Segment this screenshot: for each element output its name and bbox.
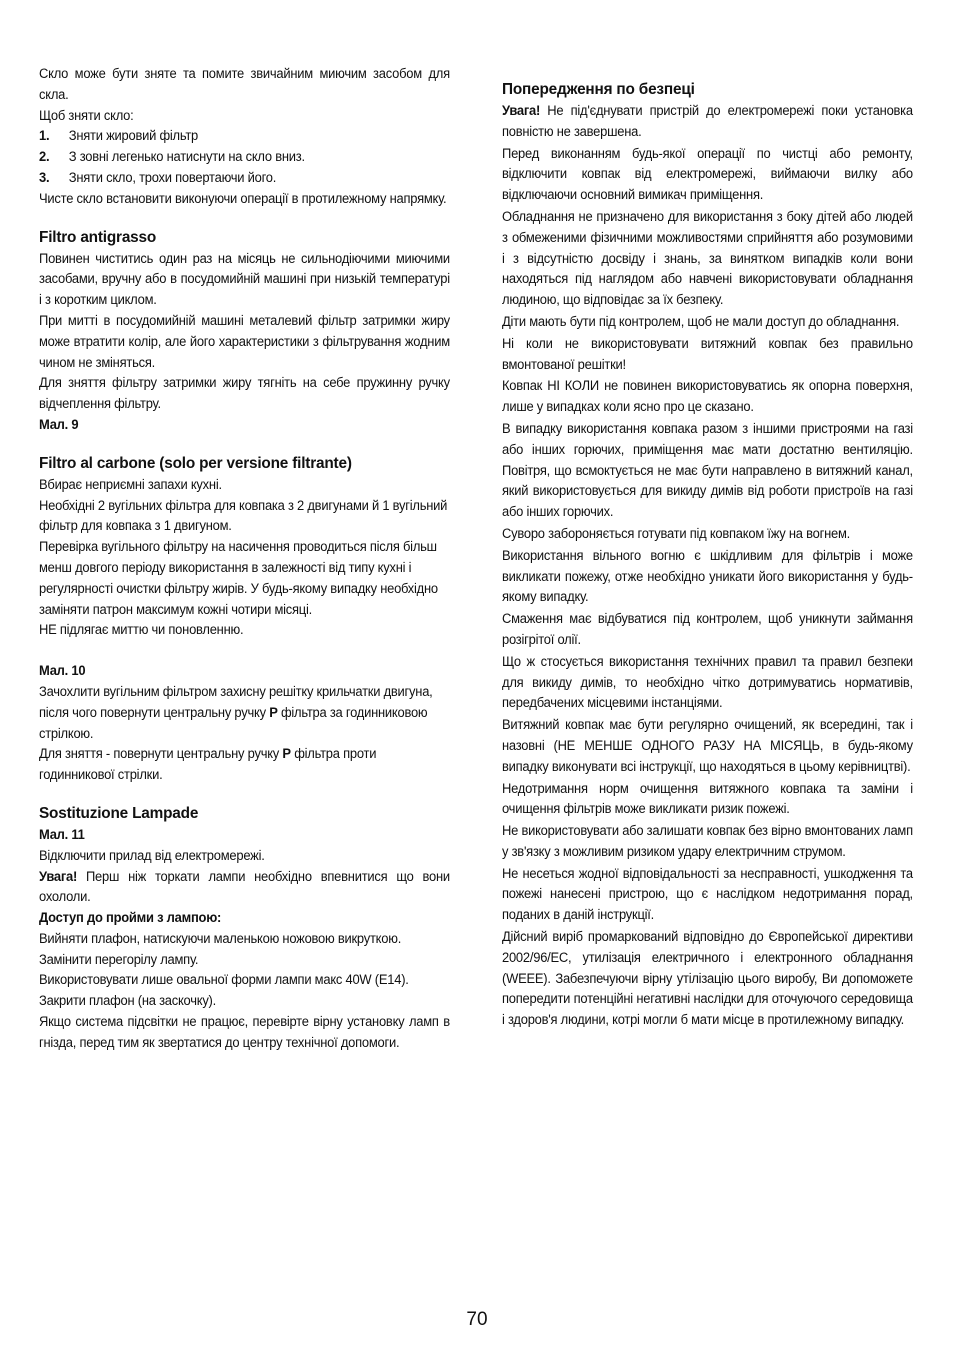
safety-paragraph: Не використовувати або залишати ковпак без вірно вмонтованих ламп у зв'язку з можливим ризиком удару електричним струмом.	[502, 823, 913, 859]
section-heading-grease-filter: Filtro antigrasso	[39, 228, 157, 246]
figure-reference: Мал. 11	[39, 826, 85, 842]
lamp-paragraph-4: Використовувати лише овальної форми лампи макс 40W (E14).	[39, 972, 409, 988]
warning-label: Увага!	[502, 103, 541, 118]
step-text: Зняти жировий фільтр	[68, 128, 199, 144]
safety-paragraph: Смаження має відбуватися під контролем, щоб уникнути займання розігрітої олії.	[502, 611, 913, 647]
carbon-paragraph-2: Необхідні 2 вугільних фільтра для ковпака з 2 двигунами й 1 вугільний фільтр для ковпака з 1 двигуном.	[39, 497, 448, 534]
lamp-warning: Увага! Перш ніж торкати лампи необхідно впевнитися що вони охололи.	[39, 868, 450, 905]
safety-paragraph: Ні коли не використовувати витяжний ковпак без правильно вмонтованої решітки!	[502, 335, 913, 372]
lamp-paragraph-3: Замінити перегорілу лампу.	[39, 951, 199, 967]
list-item	[39, 126, 450, 147]
lamp-paragraph-2: Вийняти плафон, натискуючи маленькою ножовою викруткою.	[39, 930, 402, 946]
right-column	[502, 79, 913, 1032]
safety-paragraph: Дійсний виріб промаркований відповідно до Європейської директиви 2002/96/EC, утилізація електричного і електронного обладнання (WEEE). Забезпечуючи вірну утілізацію цього виробу, Ви допоможете попередити потенційні негативні наслідки для оточуючого середовища і здоров'я людини, котрі могли б мати місце в протилежному випадку.	[502, 929, 913, 1028]
step-text: Зняти скло, трохи повертаючи його.	[68, 169, 277, 185]
lamp-paragraph-1: Відключити прилад від електромережі.	[39, 847, 265, 863]
carbon-paragraph-3: Перевірка вугільного фільтру на насичення проводиться після більш менш довгого періоду використання в залежності від типу кухні і регулярності очистки фільтру жирів. У будь-якому випадку необхідно заміняти патрон максимум кожні чотири місяці.	[39, 539, 438, 617]
grease-paragraph-3: Для зняття фільтру затримки жиру тягніть на себе пружинну ручку відчеплення фільтру.	[39, 375, 450, 412]
glass-remove-intro: Щоб зняти скло:	[39, 107, 134, 123]
list-item	[39, 147, 450, 168]
safety-paragraph: Що ж стосується використання технічних правил та правил безпеки для викиду димів, то необхідно чітко дотримуватись нормативів, передбачених місцевими інстанціями.	[502, 653, 913, 711]
grease-paragraph-2: При митті в посудомийній машині металевий фільтр затримки жиру може втратити колір, але його характеристики з фільтрування жодним чином не зміняться.	[39, 312, 450, 370]
safety-paragraph: Використання вільного вогню є шкідливим для фільтрів і може викликати пожежу, отже необхідно уникати його використання у будь-якому випадку.	[502, 547, 913, 605]
safety-paragraph: Не несеться жодної відповідальності за несправності, ушкодження та пожежі нанесені пристрою, що є наслідком недотримання порад, поданих в даній інструкції.	[502, 865, 913, 923]
safety-paragraph: Суворо забороняється готувати під ковпаком їжу на вогнем.	[502, 525, 850, 541]
lamp-paragraph-5: Закрити плафон (на заскочку).	[39, 993, 216, 1009]
safety-warning-intro: Увага! Не під'єднувати пристрій до електромережі поки установка повністю не завершена.	[502, 103, 913, 139]
carbon-paragraph-4: НЕ підлягає миттю чи поновленню.	[39, 622, 244, 638]
glass-steps-list	[39, 126, 450, 188]
safety-paragraph: Недотримання норм очищення витяжного ковпака та заміни і очищення фільтрів може викликати ризик пожежі.	[502, 780, 913, 817]
safety-paragraph: В випадку використання ковпака разом з іншими пристроями на газі або інших горючих, приміщення має мати достатню вентиляцію. Повітря, що всмоктується не має бути направлено в витяжний канал, який використовується для викиду димів від роботи пристроїв на газі або інших горючих.	[502, 420, 913, 520]
carbon-paragraph-6: Для зняття - повернути центральну ручку P фільтра проти годинникової стрілки.	[39, 746, 377, 783]
left-column	[39, 64, 450, 1054]
list-item	[39, 168, 450, 189]
glass-reinstall: Чисте скло встановити виконуючи операції в протилежному напрямку.	[39, 190, 447, 206]
step-number: 1.	[39, 128, 50, 144]
safety-paragraph: Ковпак НІ КОЛИ не повинен використовуватись як опорна поверхня, лише у випадках коли ясно про це сказано.	[502, 378, 913, 415]
carbon-paragraph-5: Зачохлити вугільним фільтром захисну решітку крильчатки двигуна, після чого повернути центральну ручку P фільтра за годинниковою стрілкою.	[39, 683, 433, 741]
section-heading-safety-warnings: Попередження по безпеці	[502, 81, 695, 98]
section-heading-carbon-filter: Filtro al carbone (solo per versione filtrante)	[39, 454, 352, 472]
step-number: 3.	[39, 169, 50, 185]
safety-paragraph: Витяжний ковпак має бути регулярно очищений, як всередині, так і назовні (НЕ МЕНШЕ ОДНОГО РАЗУ НА МІСЯЦЬ, в будь-якому випадку виконувати всі інструкції, що находяться в цьому керівництві).	[502, 717, 913, 774]
lamp-paragraph-6: Якщо система підсвітки не працює, перевірте вірну установку ламп в гнізда, перед тим як звертатися до центру технічної допомоги.	[39, 1014, 450, 1050]
page-number: 70	[466, 1309, 488, 1330]
section-heading-lamp-replacement: Sostituzione Lampade	[39, 804, 199, 822]
carbon-paragraph-1: Вбирає неприємні запахи кухні.	[39, 476, 222, 492]
figure-reference: Мал. 9	[39, 416, 79, 432]
glass-intro: Скло може бути зняте та помите звичайним миючим засобом для скла.	[39, 66, 450, 102]
lamp-access-subheading: Доступ до пройми з лампою:	[39, 910, 222, 926]
step-text: З зовні легенько натиснути на скло вниз.	[68, 149, 305, 165]
figure-reference: Мал. 10	[39, 663, 86, 679]
safety-paragraph: Перед виконанням будь-якої операції по чистці або ремонту, відключити ковпак від електромережі, виймаючи вилку або відключаючи основний вимикач приміщення.	[502, 145, 913, 203]
safety-paragraph: Діти мають бути під контролем, щоб не мали доступ до обладнання.	[502, 313, 900, 329]
step-number: 2.	[39, 149, 50, 165]
warning-label: Увага!	[39, 868, 78, 884]
safety-paragraph: Обладнання не призначено для використання з боку дітей або людей з обмеженими фізичними можливостями сприйняття або розумовими і з відсутністю досвіду і знань, за винятком випадків коли вони находяться під наглядом або навчені використовувати обладнання людиною, що відповідає за їх безпеку.	[502, 208, 913, 308]
grease-paragraph-1: Повинен чиститись один раз на місяць не сильнодіючими миючими засобами, вручну або в посудомийній машині при низькій температурі і з коротким циклом.	[39, 250, 450, 308]
